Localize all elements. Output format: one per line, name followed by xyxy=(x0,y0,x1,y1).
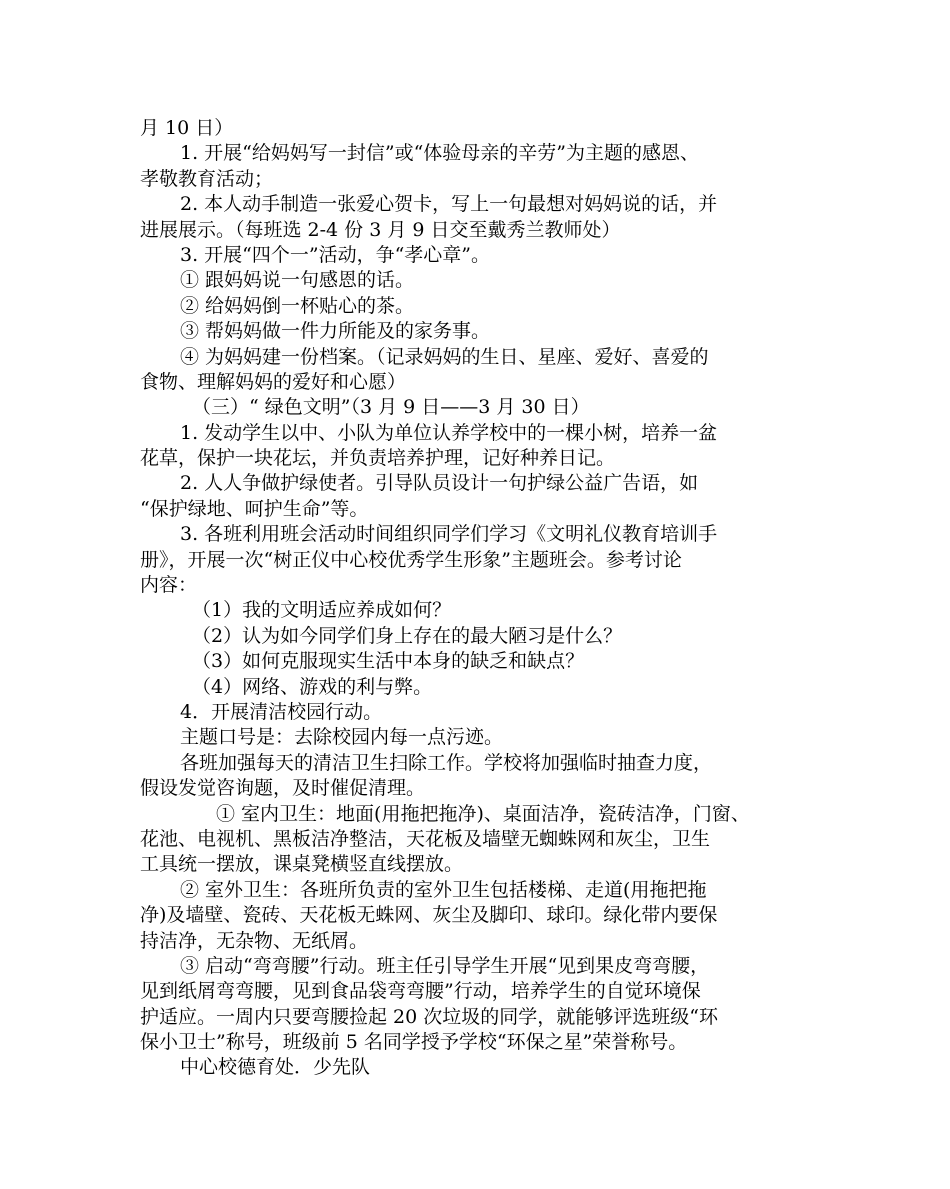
text-line: 见到纸屑弯弯腰，见到食品袋弯弯腰”行动，培养学生的自觉环境保 xyxy=(140,980,701,1003)
document-body xyxy=(140,116,820,1081)
text-line: 进展展示。（每班选 2-4 份 3 月 9 日交至戴秀兰教师处） xyxy=(140,218,621,241)
text-line: ② 给妈妈倒一杯贴心的茶。 xyxy=(180,294,415,317)
section-heading: （三）“ 绿色文明”（3 月 9 日——3 月 30 日） xyxy=(192,396,590,419)
text-line: ④ 为妈妈建一份档案。（记录妈妈的生日、星座、爱好、喜爱的 xyxy=(180,345,709,368)
text-line: 1. 开展“给妈妈写一封信”或“体验母亲的辛劳”为主题的感恩、 xyxy=(180,142,700,165)
text-line: 孝敬教育活动； xyxy=(140,167,274,190)
text-line: 2. 人人争做护绿使者。引导队员设计一句护绿公益广告语，如 xyxy=(180,472,699,495)
text-line: “保护绿地、呵护生命”等。 xyxy=(140,497,369,520)
text-line: （2）认为如今同学们身上存在的最大陋习是什么？ xyxy=(192,624,623,647)
text-line: （4）网络、游戏的利与弊。 xyxy=(192,675,433,698)
text-line: ③ 帮妈妈做一件力所能及的家务事。 xyxy=(180,320,491,343)
text-line: ③ 启动“弯弯腰”行动。班主任引导学生开展“见到果皮弯弯腰， xyxy=(180,954,710,977)
text-line: 册》，开展一次“树正仪中心校优秀学生形象”主题班会。参考讨论 xyxy=(140,548,682,571)
text-line: 工具统一摆放，课桌凳横竖直线摆放。 xyxy=(140,853,464,876)
text-line: 月 10 日） xyxy=(140,117,234,139)
text-line: 3. 开展“四个一”活动，争“孝心章”。 xyxy=(180,243,491,266)
text-line: （1）我的文明适应养成如何？ xyxy=(192,599,452,622)
text-line: 3. 各班利用班会活动时间组织同学们学习《文明礼仪教育培训手 xyxy=(180,523,718,546)
text-line: 各班加强每天的清洁卫生扫除工作。学校将加强临时抽查力度， xyxy=(180,751,713,774)
text-line: 2. 本人动手制造一张爱心贺卡，写上一句最想对妈妈说的话，并 xyxy=(180,193,718,216)
text-line: ① 跟妈妈说一句感恩的话。 xyxy=(180,269,415,292)
text-line: 净)及墙壁、瓷砖、天花板无蛛网、灰尘及脚印、球印。绿化带内要保 xyxy=(140,904,718,927)
text-line: 护适应。一周内只要弯腰捡起 20 次垃圾的同学，就能够评选班级“环 xyxy=(140,1005,718,1028)
text-line: （3）如何克服现实生活中本身的缺乏和缺点？ xyxy=(192,650,585,673)
signature-line: 中心校德育处．少先队 xyxy=(180,1056,371,1079)
text-line: 主题口号是：去除校园内每一点污迹。 xyxy=(180,726,504,749)
text-line: 内容： xyxy=(140,574,198,597)
text-line: ② 室外卫生：各班所负责的室外卫生包括楼梯、走道(用拖把拖 xyxy=(180,878,707,901)
text-line: 花草，保护一块花坛，并负责培养护理，记好种养日记。 xyxy=(140,447,616,470)
text-line: 4．开展清洁校园行动。 xyxy=(180,700,383,723)
text-line: 食物、理解妈妈的爱好和心愿） xyxy=(140,370,407,393)
text-line: ① 室内卫生：地面(用拖把拖净)、桌面洁净，瓷砖洁净，门窗、 xyxy=(216,802,750,825)
text-line: 假设发觉咨询题，及时催促清理。 xyxy=(140,777,426,800)
text-line: 保小卫士”称号，班级前 5 名同学授予学校“环保之星”荣誉称号。 xyxy=(140,1031,688,1054)
text-line: 持洁净，无杂物、无纸屑。 xyxy=(140,929,369,952)
text-line: 花池、电视机、黑板洁净整洁，天花板及墙壁无蜘蛛网和灰尘，卫生 xyxy=(140,827,711,850)
text-line: 1. 发动学生以中、小队为单位认养学校中的一棵小树，培养一盆 xyxy=(180,421,718,444)
